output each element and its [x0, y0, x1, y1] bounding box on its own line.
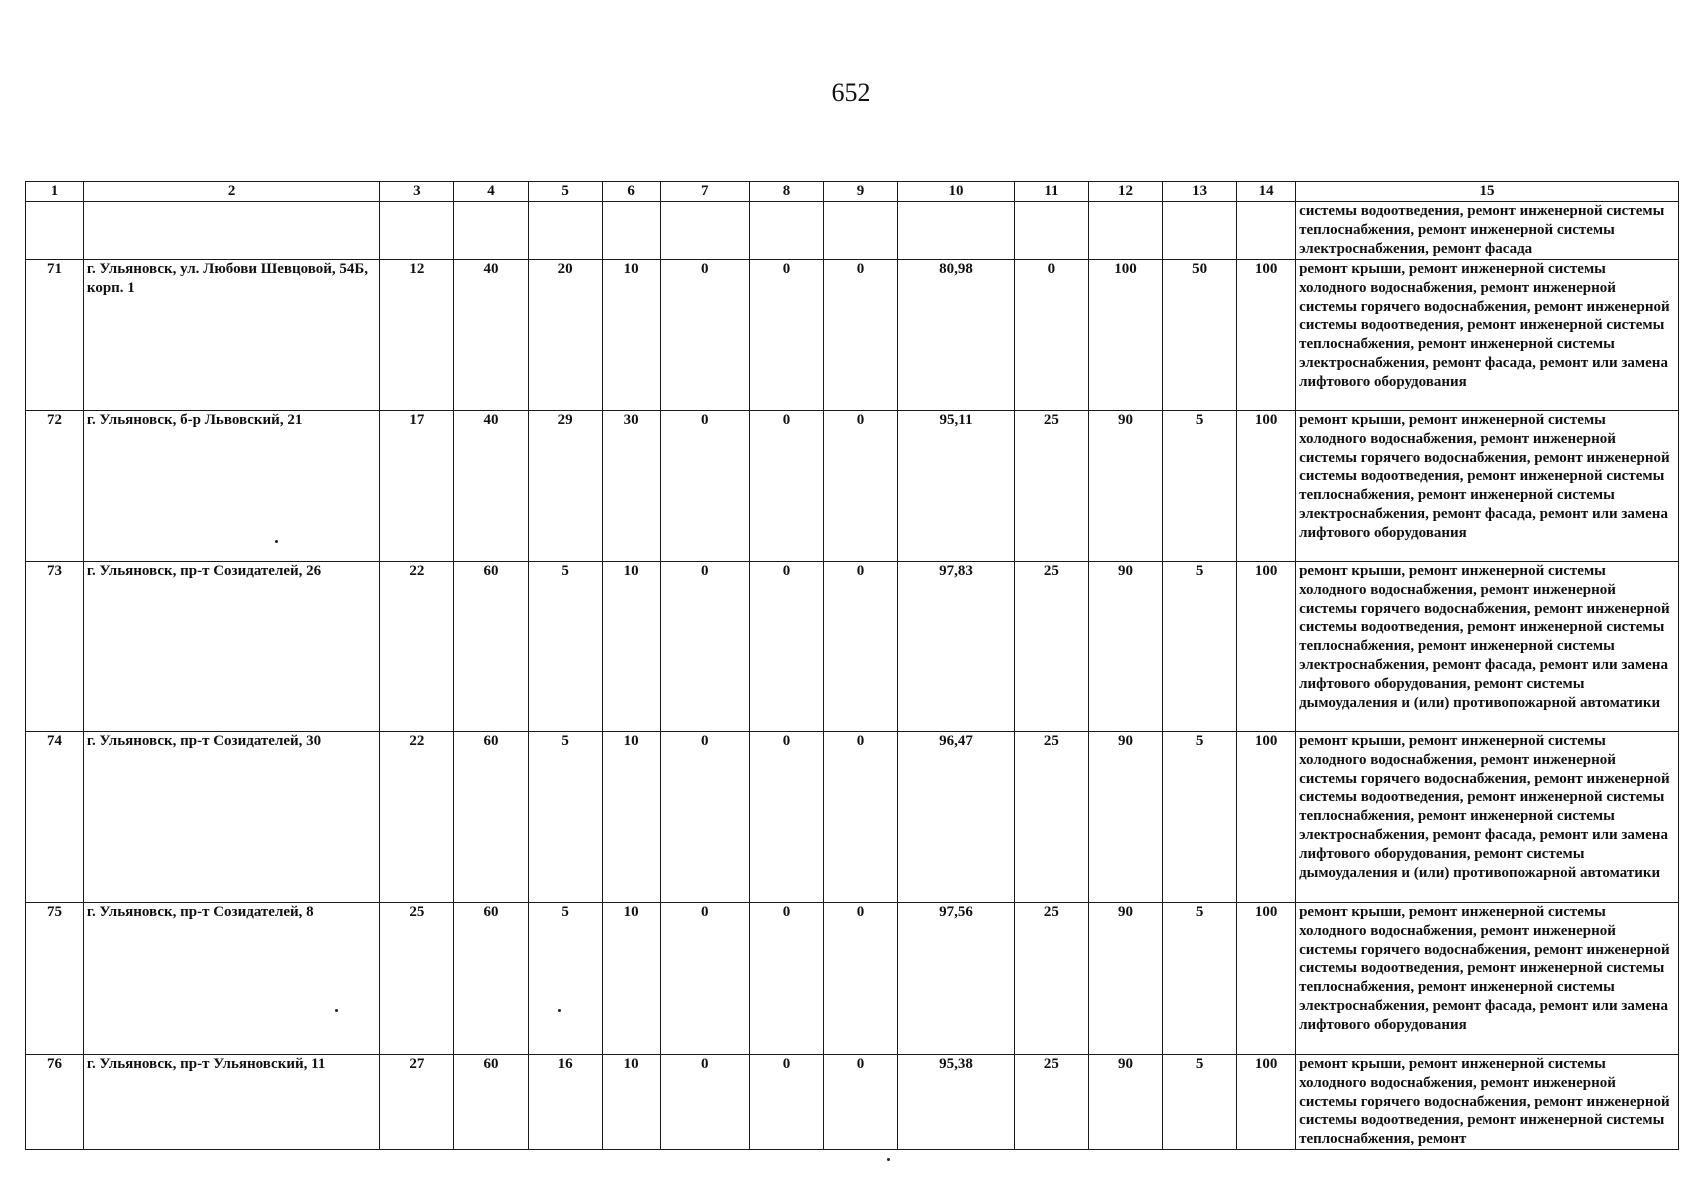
cell-col-9: 0: [824, 902, 898, 1054]
table-row: [26, 902, 1679, 1054]
column-header: 13: [1163, 182, 1237, 202]
cell-col-7: 0: [660, 1054, 749, 1150]
column-header: 12: [1088, 182, 1162, 202]
column-header: 2: [83, 182, 379, 202]
column-header: 7: [660, 182, 749, 202]
cell-col-5: 20: [528, 259, 602, 410]
column-header: 15: [1296, 182, 1679, 202]
cell-col-14: 100: [1237, 1054, 1296, 1150]
cell-col-8: 0: [749, 902, 823, 1054]
cell-col-14: 100: [1237, 561, 1296, 731]
cell-col-6: 30: [602, 410, 660, 561]
cell-col-5: 5: [528, 731, 602, 902]
cell-address: г. Ульяновск, пр-т Созидателей, 26: [83, 561, 379, 731]
cell-col-6: 10: [602, 1054, 660, 1150]
cell-col-12: 90: [1088, 1054, 1162, 1150]
cell-row-number: 73: [26, 561, 84, 731]
column-header: 11: [1014, 182, 1088, 202]
cell-col-8: [749, 202, 823, 260]
cell-col-9: 0: [824, 731, 898, 902]
cell-col-9: 0: [824, 259, 898, 410]
cell-col-11: 0: [1014, 259, 1088, 410]
cell-address: г. Ульяновск, пр-т Созидателей, 30: [83, 731, 379, 902]
cell-col-5: 5: [528, 561, 602, 731]
cell-col-10: 95,38: [898, 1054, 1015, 1150]
cell-col-6: [602, 202, 660, 260]
table-row: [26, 259, 1679, 410]
cell-row-number: 75: [26, 902, 84, 1054]
cell-col-12: [1088, 202, 1162, 260]
cell-col-11: 25: [1014, 731, 1088, 902]
cell-works: ремонт крыши, ремонт инженерной системы холодного водоснабжения, ремонт инженерной системы горячего водоснабжения, ремонт инженерной системы водоотведения, ремонт инженерной системы теплоснабжения, ремонт: [1296, 1054, 1679, 1150]
column-header: 1: [26, 182, 84, 202]
cell-col-5: 29: [528, 410, 602, 561]
cell-col-8: 0: [749, 731, 823, 902]
table-row: [26, 410, 1679, 561]
column-header: 5: [528, 182, 602, 202]
scan-speck: [275, 540, 278, 543]
cell-col-14: 100: [1237, 259, 1296, 410]
register-table: [25, 181, 1679, 1150]
cell-works: ремонт крыши, ремонт инженерной системы холодного водоснабжения, ремонт инженерной системы горячего водоснабжения, ремонт инженерной системы водоотведения, ремонт инженерной системы теплоснабжения, ремонт инженерной системы электроснабжения, ремонт фасада, ремонт или замена лифтового оборудования, ремонт системы дымоудаления и (или) противопожарной автоматики: [1296, 561, 1679, 731]
column-header: 10: [898, 182, 1015, 202]
cell-col-4: 40: [454, 259, 528, 410]
column-header: 4: [454, 182, 528, 202]
cell-col-4: [454, 202, 528, 260]
cell-col-8: 0: [749, 259, 823, 410]
cell-col-13: [1163, 202, 1237, 260]
cell-col-7: 0: [660, 410, 749, 561]
cell-col-8: 0: [749, 410, 823, 561]
cell-col-13: 5: [1163, 410, 1237, 561]
cell-col-13: 50: [1163, 259, 1237, 410]
cell-col-4: 60: [454, 561, 528, 731]
cell-col-10: 95,11: [898, 410, 1015, 561]
cell-row-number: 72: [26, 410, 84, 561]
cell-col-11: 25: [1014, 1054, 1088, 1150]
cell-col-3: 17: [380, 410, 454, 561]
cell-col-7: 0: [660, 561, 749, 731]
cell-col-10: 97,56: [898, 902, 1015, 1054]
column-header: 3: [380, 182, 454, 202]
cell-col-6: 10: [602, 259, 660, 410]
cell-col-3: 12: [380, 259, 454, 410]
cell-col-8: 0: [749, 561, 823, 731]
cell-works: ремонт крыши, ремонт инженерной системы холодного водоснабжения, ремонт инженерной системы горячего водоснабжения, ремонт инженерной системы водоотведения, ремонт инженерной системы теплоснабжения, ремонт инженерной системы электроснабжения, ремонт фасада, ремонт или замена лифтового оборудования: [1296, 902, 1679, 1054]
cell-col-5: 5: [528, 902, 602, 1054]
scan-speck: [887, 1158, 890, 1161]
cell-col-13: 5: [1163, 1054, 1237, 1150]
cell-col-5: [528, 202, 602, 260]
table-row: [26, 731, 1679, 902]
cell-col-10: [898, 202, 1015, 260]
cell-address: г. Ульяновск, ул. Любови Шевцовой, 54Б, корп. 1: [83, 259, 379, 410]
cell-col-7: 0: [660, 902, 749, 1054]
cell-col-13: 5: [1163, 731, 1237, 902]
cell-col-9: 0: [824, 410, 898, 561]
column-header: 14: [1237, 182, 1296, 202]
column-header: 8: [749, 182, 823, 202]
cell-col-12: 90: [1088, 902, 1162, 1054]
cell-col-6: 10: [602, 731, 660, 902]
cell-col-13: 5: [1163, 561, 1237, 731]
cell-row-number: 71: [26, 259, 84, 410]
cell-col-11: 25: [1014, 561, 1088, 731]
cell-col-7: 0: [660, 731, 749, 902]
page-number: 652: [831, 78, 871, 107]
cell-col-4: 60: [454, 902, 528, 1054]
cell-col-3: 22: [380, 561, 454, 731]
table-row: [26, 561, 1679, 731]
cell-col-6: 10: [602, 561, 660, 731]
cell-col-4: 40: [454, 410, 528, 561]
cell-col-4: 60: [454, 1054, 528, 1150]
table-row: [26, 1054, 1679, 1150]
cell-col-12: 100: [1088, 259, 1162, 410]
cell-col-10: 97,83: [898, 561, 1015, 731]
cell-col-4: 60: [454, 731, 528, 902]
cell-col-12: 90: [1088, 561, 1162, 731]
cell-col-11: 25: [1014, 410, 1088, 561]
cell-col-9: 0: [824, 561, 898, 731]
cell-col-12: 90: [1088, 410, 1162, 561]
scan-speck: [558, 1009, 561, 1012]
cell-col-3: 25: [380, 902, 454, 1054]
cell-col-14: [1237, 202, 1296, 260]
column-header: 6: [602, 182, 660, 202]
cell-works: ремонт крыши, ремонт инженерной системы холодного водоснабжения, ремонт инженерной системы горячего водоснабжения, ремонт инженерной системы водоотведения, ремонт инженерной системы теплоснабжения, ремонт инженерной системы электроснабжения, ремонт фасада, ремонт или замена лифтового оборудования, ремонт системы дымоудаления и (или) противопожарной автоматики: [1296, 731, 1679, 902]
cell-address: г. Ульяновск, пр-т Ульяновский, 11: [83, 1054, 379, 1150]
cell-col-6: 10: [602, 902, 660, 1054]
cell-col-13: 5: [1163, 902, 1237, 1054]
cell-col-8: 0: [749, 1054, 823, 1150]
cell-col-7: [660, 202, 749, 260]
cell-address: г. Ульяновск, б-р Львовский, 21: [83, 410, 379, 561]
cell-col-9: 0: [824, 1054, 898, 1150]
header-row: [26, 182, 1679, 202]
cell-col-10: 96,47: [898, 731, 1015, 902]
cell-row-number: [26, 202, 84, 260]
cell-col-7: 0: [660, 259, 749, 410]
cell-col-3: 27: [380, 1054, 454, 1150]
cell-works: ремонт крыши, ремонт инженерной системы холодного водоснабжения, ремонт инженерной системы горячего водоснабжения, ремонт инженерной системы водоотведения, ремонт инженерной системы теплоснабжения, ремонт инженерной системы электроснабжения, ремонт фасада, ремонт или замена лифтового оборудования: [1296, 259, 1679, 410]
cell-col-3: 22: [380, 731, 454, 902]
cell-col-10: 80,98: [898, 259, 1015, 410]
cell-col-5: 16: [528, 1054, 602, 1150]
cell-works: системы водоотведения, ремонт инженерной системы теплоснабжения, ремонт инженерной системы электроснабжения, ремонт фасада: [1296, 202, 1679, 260]
cell-col-11: [1014, 202, 1088, 260]
scan-speck: [335, 1009, 338, 1012]
cell-col-14: 100: [1237, 410, 1296, 561]
table-row-continuation: [26, 202, 1679, 260]
cell-col-14: 100: [1237, 731, 1296, 902]
cell-address: [83, 202, 379, 260]
cell-works: ремонт крыши, ремонт инженерной системы холодного водоснабжения, ремонт инженерной системы горячего водоснабжения, ремонт инженерной системы водоотведения, ремонт инженерной системы теплоснабжения, ремонт инженерной системы электроснабжения, ремонт фасада, ремонт или замена лифтового оборудования: [1296, 410, 1679, 561]
column-header: 9: [824, 182, 898, 202]
cell-col-14: 100: [1237, 902, 1296, 1054]
cell-col-11: 25: [1014, 902, 1088, 1054]
cell-row-number: 76: [26, 1054, 84, 1150]
cell-address: г. Ульяновск, пр-т Созидателей, 8: [83, 902, 379, 1054]
cell-col-9: [824, 202, 898, 260]
cell-col-3: [380, 202, 454, 260]
cell-row-number: 74: [26, 731, 84, 902]
cell-col-12: 90: [1088, 731, 1162, 902]
